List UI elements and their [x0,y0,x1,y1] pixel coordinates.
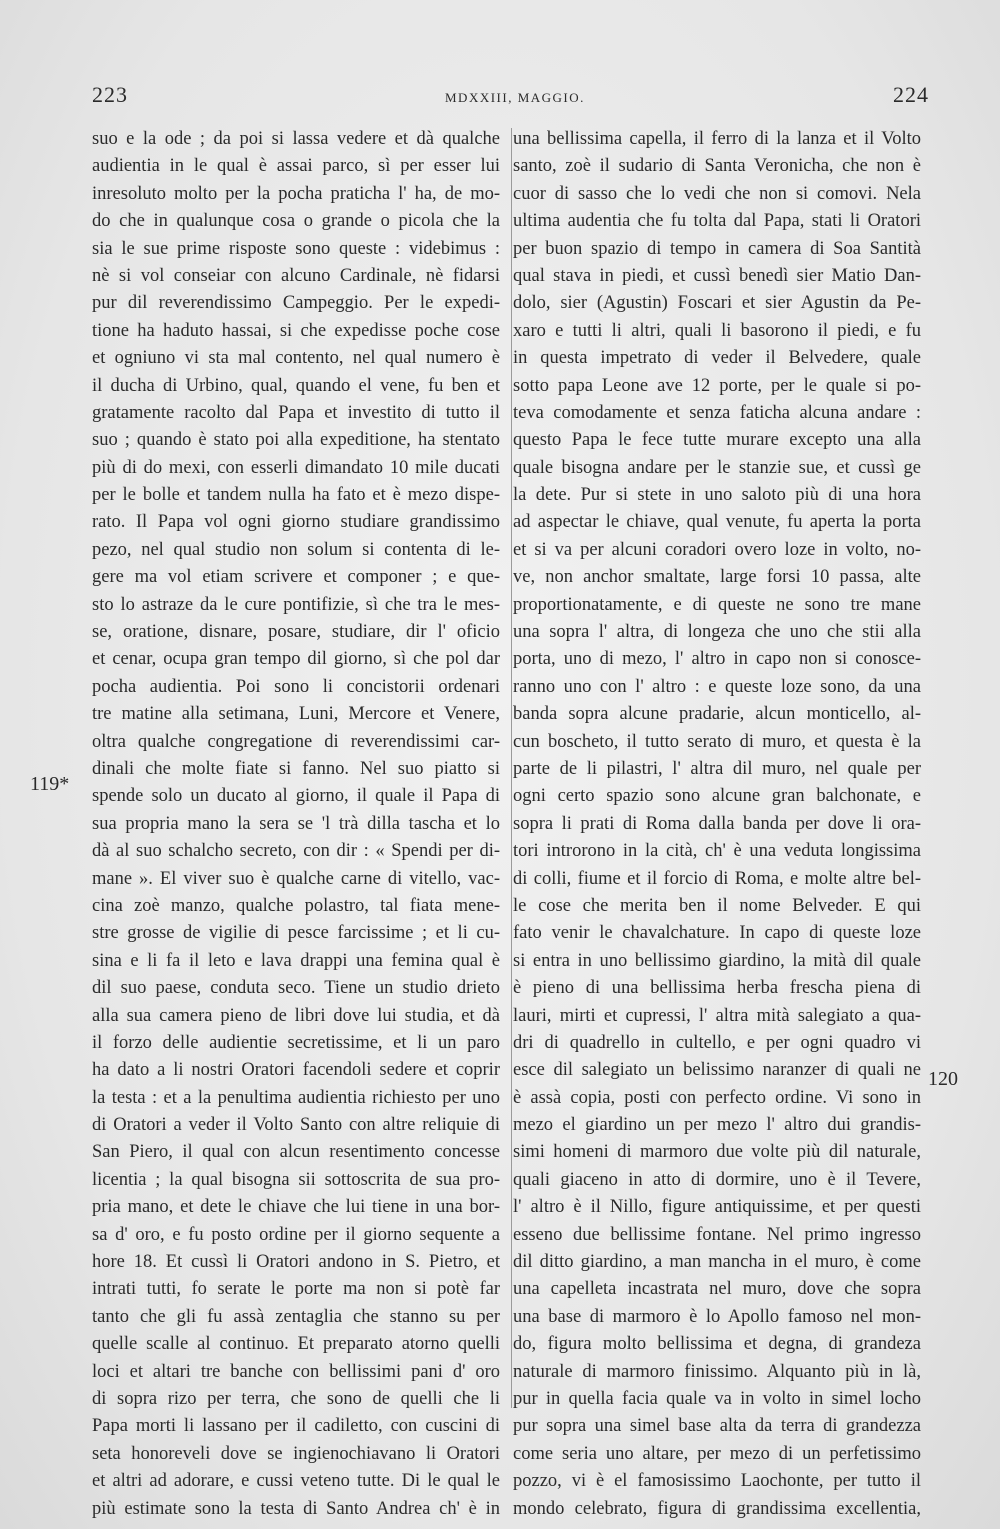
text-line: dolo, sier (Agustin) Foscari et sier Agustin da Pe- [513,293,921,314]
text-line: et altri ad adorare, e cussi veteno tutte. Di le qual le [92,1471,500,1492]
text-line: fato venir le chavalchature. In capo di queste loze [513,923,921,944]
text-line: suo ; quando è stato poi alla expeditione, ha stentato [92,430,500,451]
text-line: pur in quella facia quale va in volto in simel locho [513,1388,921,1409]
text-line: sa d' oro, e fu posto ordine per il giorno sequente a [92,1224,500,1245]
text-line: inresoluto molto per la pocha praticha l' ha, de mo- [92,183,500,204]
text-line: ranno uno con l' altro : e queste loze sono, da una [513,676,921,697]
text-line: teva comodamente et senza faticha alcuna andare : [513,402,921,423]
text-line: più di do mexi, con esserli dimandato 10 mile ducati [92,457,500,478]
text-line: parte de li pilastri, l' altra dil muro, nel quale per [513,758,921,779]
text-line: l' altro è il Nillo, figure antiquissime, et per questi [513,1197,921,1218]
text-line: seta honoreveli dove se ingienochiavano li Oratori [92,1443,500,1464]
text-line: tre matine alla setimana, Luni, Mercore et Venere, [92,704,500,725]
text-line: pozzo, vi è el famosissimo Laochonte, per tutto il [513,1471,921,1492]
text-line: una sopra l' altra, di longeza che uno che stii alla [513,622,921,643]
text-line: dri di quadrello in cultello, e per ogni quadro vi [513,1032,921,1053]
text-line: et si va per alcuni coradori overo loze in volto, no- [513,539,921,560]
text-line: suo e la ode ; da poi si lassa vedere et dà qualche [92,129,500,149]
text-line: sto lo astraze da le cure pontifizie, sì che tra le mes- [92,594,500,615]
text-line: in questa impetrato di veder il Belvedere, quale [513,348,921,369]
text-line: una capelleta incastrata nel muro, dove che sopra [513,1279,921,1300]
text-line: do, figura molto bellissima et degna, di grandeza [513,1334,921,1355]
text-line: dil suo paese, conduta seco. Tiene un studio drieto [92,978,500,999]
text-line: spende solo un ducato al giorno, il quale il Papa di [92,786,500,807]
left-text-column [92,126,500,1523]
text-line: hore 18. Et cussì li Oratori andono in S. Pietro, et [92,1252,500,1273]
margin-note-right: 120 [928,1068,958,1090]
text-line: audientia in le qual è assai parco, sì per esser lui [92,156,500,177]
text-line: cuor di sasso che lo vedi che non si comovi. Nela [513,183,921,204]
text-line: cun boscheto, il tutto serato di muro, et questa è la [513,731,921,752]
text-line: dinali che molte fiate si fanno. Nel suo piatto si [92,758,500,779]
text-line: una base di marmoro è lo Apollo famoso nel mon- [513,1306,921,1327]
text-line: pezo, nel qual studio non solum si contenta di le- [92,539,500,560]
text-line: nè si vol conseiar con alcuno Cardinale, nè fidarsi [92,265,500,286]
text-line: licentia ; la qual bisogna sii sottoscrita de sua pro- [92,1169,500,1190]
text-line: stre grosse de vigilie di pesce farcissime ; et li cu- [92,923,500,944]
text-line: di colli, fiume et il forcio di Roma, e molte altre bel- [513,868,921,889]
text-line: di Oratori a veder il Volto Santo con altre reliquie di [92,1115,500,1136]
text-line: quale bisogna andare per le stanzie sue, et cussì ge [513,457,921,478]
text-line: proportionatamente, e di queste ne sono tre mane [513,594,921,615]
text-line: mezo el giardino un per mezo l' altro dui grandis- [513,1115,921,1136]
text-line: ve, non anchor smaltate, large forsi 10 passa, alte [513,567,921,588]
text-line: quelle scalle al continuo. Et preparato atorno quelli [92,1334,500,1355]
text-line: il forzo delle audientie secretissime, et li un paro [92,1032,500,1053]
text-line: dil ditto giardino, a man mancha in el muro, è come [513,1252,921,1273]
text-line: tori introrono in la cità, ch' è una veduta longissima [513,841,921,862]
text-line: più estimate sono la testa di Santo Andrea ch' è in [92,1498,500,1519]
text-line: la testa : et a la penultima audientia richiesto per uno [92,1087,500,1108]
text-line: quali giaceno in atto di dormire, uno è il Tevere, [513,1169,921,1190]
text-line: et ogniuno vi sta mal contento, nel qual numero è [92,348,500,369]
text-line: mondo celebrato, figura di grandissima excellentia, [513,1498,921,1519]
text-line: come seria uno altare, per mezo di un perfetissimo [513,1443,921,1464]
text-line: tione ha haduto hassai, si che expedisse poche cose [92,320,500,341]
margin-note-left: 119* [30,773,70,795]
text-line: banda sopra alcune pradarie, alcun monticello, al- [513,704,921,725]
text-line: rato. Il Papa vol ogni giorno studiare grandissimo [92,512,500,533]
text-line: oltra qualche congregatione di reverendissimi car- [92,731,500,752]
text-line: do che in qualunque cosa o grande o picola che la [92,211,500,232]
text-line: esseno due bellissime fontane. Nel primo ingresso [513,1224,921,1245]
text-line: dà al suo schalcho secreto, con dir : « Spendi per di- [92,841,500,862]
text-line: per buon spazio di tempo in camera di Soa Santità [513,238,921,259]
text-line: sopra li prati di Roma dalla banda per dove li ora- [513,813,921,834]
page-number-right: 224 [893,82,929,107]
text-line: intrati tutti, fo serate le porte ma non si potè far [92,1279,500,1300]
text-line: se, oratione, disnare, posare, studiare, dir l' oficio [92,622,500,643]
text-line: pria mano, et dete le chiave che lui tiene in una bor- [92,1197,500,1218]
text-line: porta, uno di mezo, l' altro in capo non si conosce- [513,649,921,670]
text-line: loci et altari tre banche con bellissimi pani d' oro [92,1361,500,1382]
column-divider [511,128,512,1408]
text-line: pur sopra una simel base alta da terra di grandezza [513,1416,921,1437]
text-line: ad aspectar le chiave, qual venute, fu aperta la porta [513,512,921,533]
text-line: si entra in uno bellissimo giardino, la mità dil quale [513,950,921,971]
text-line: sina e li fa il leto e lava drappi una femina qual è [92,950,500,971]
text-line: di sopra rizo per terra, che sono de quelli che li [92,1388,500,1409]
text-line: cina zoè manzo, qualche polastro, tal fiata mene- [92,895,500,916]
running-title: MDXXIII, MAGGIO. [445,90,585,105]
text-line: la dete. Pur si stete in uno saloto più di una hora [513,485,921,506]
text-line: gratamente racolto dal Papa et investito di tutto il [92,402,500,423]
text-line: ogni certo spazio sono alcune gran balchonate, e [513,786,921,807]
text-line: sotto papa Leone ave 12 porte, per le quale si po- [513,375,921,396]
text-line: è assà copia, posti con perfecto ordine. Vi sono in [513,1087,921,1108]
text-line: santo, zoè il sudario di Santa Veronicha, che non è [513,156,921,177]
text-line: simi homeni di marmoro due volte più dil naturale, [513,1142,921,1163]
text-line: tanto che gli fu assà zentaglia che stanno su per [92,1306,500,1327]
text-line: ha dato a li nostri Oratori facendoli sedere et coprir [92,1060,500,1081]
text-line: mane ». El viver suo è qualche carne di vitello, vac- [92,868,500,889]
text-line: San Piero, il qual con alcun resentimento concesse [92,1142,500,1163]
text-line: il ducha di Urbino, qual, quando el vene, fu ben et [92,375,500,396]
page-number-left: 223 [92,82,128,107]
right-text-column [513,126,921,1523]
text-line: questo Papa le fece tutte murare excepto una alla [513,430,921,451]
page-header [0,82,1000,112]
text-line: qual stava in piedi, et cussì benedì sier Matio Dan- [513,265,921,286]
text-line: esce dil salegiato un belissimo naranzer di quali ne [513,1060,921,1081]
text-line: sua propria mano la sera se 'l trà dilla tascha et lo [92,813,500,834]
text-line: per le bolle et tandem nulla ha fato et è mezo dispe- [92,485,500,506]
text-line: una bellissima capella, il ferro di la lanza et il Volto [513,129,921,149]
text-line: ultima audentia che fu tolta dal Papa, stati li Oratori [513,211,921,232]
text-line: gere ma vol etiam scrivere et componer ; e que- [92,567,500,588]
text-line: alla sua camera pieno de libri dove lui studia, et dà [92,1005,500,1026]
text-line: Papa morti li lassano per il cadiletto, con cuscini di [92,1416,500,1437]
text-line: sia le sue prime risposte sono queste : videbimus : [92,238,500,259]
text-line: le cose che merita ben il nome Belveder. E qui [513,895,921,916]
text-line: pocha audientia. Poi sono li concistorii ordenari [92,676,500,697]
text-line: naturale di marmoro finissimo. Alquanto più in là, [513,1361,921,1382]
text-line: et cenar, ocupa gran tempo dil giorno, sì che pol dar [92,649,500,670]
text-line: lauri, mirti et cupressi, l' altra mità salegiato a qua- [513,1005,921,1026]
text-line: xaro e tutti li altri, quali li basorono il piedi, e fu [513,320,921,341]
text-line: è pieno di una bellissima herba frescha piena di [513,978,921,999]
text-line: pur dil reverendissimo Campeggio. Per le expedi- [92,293,500,314]
